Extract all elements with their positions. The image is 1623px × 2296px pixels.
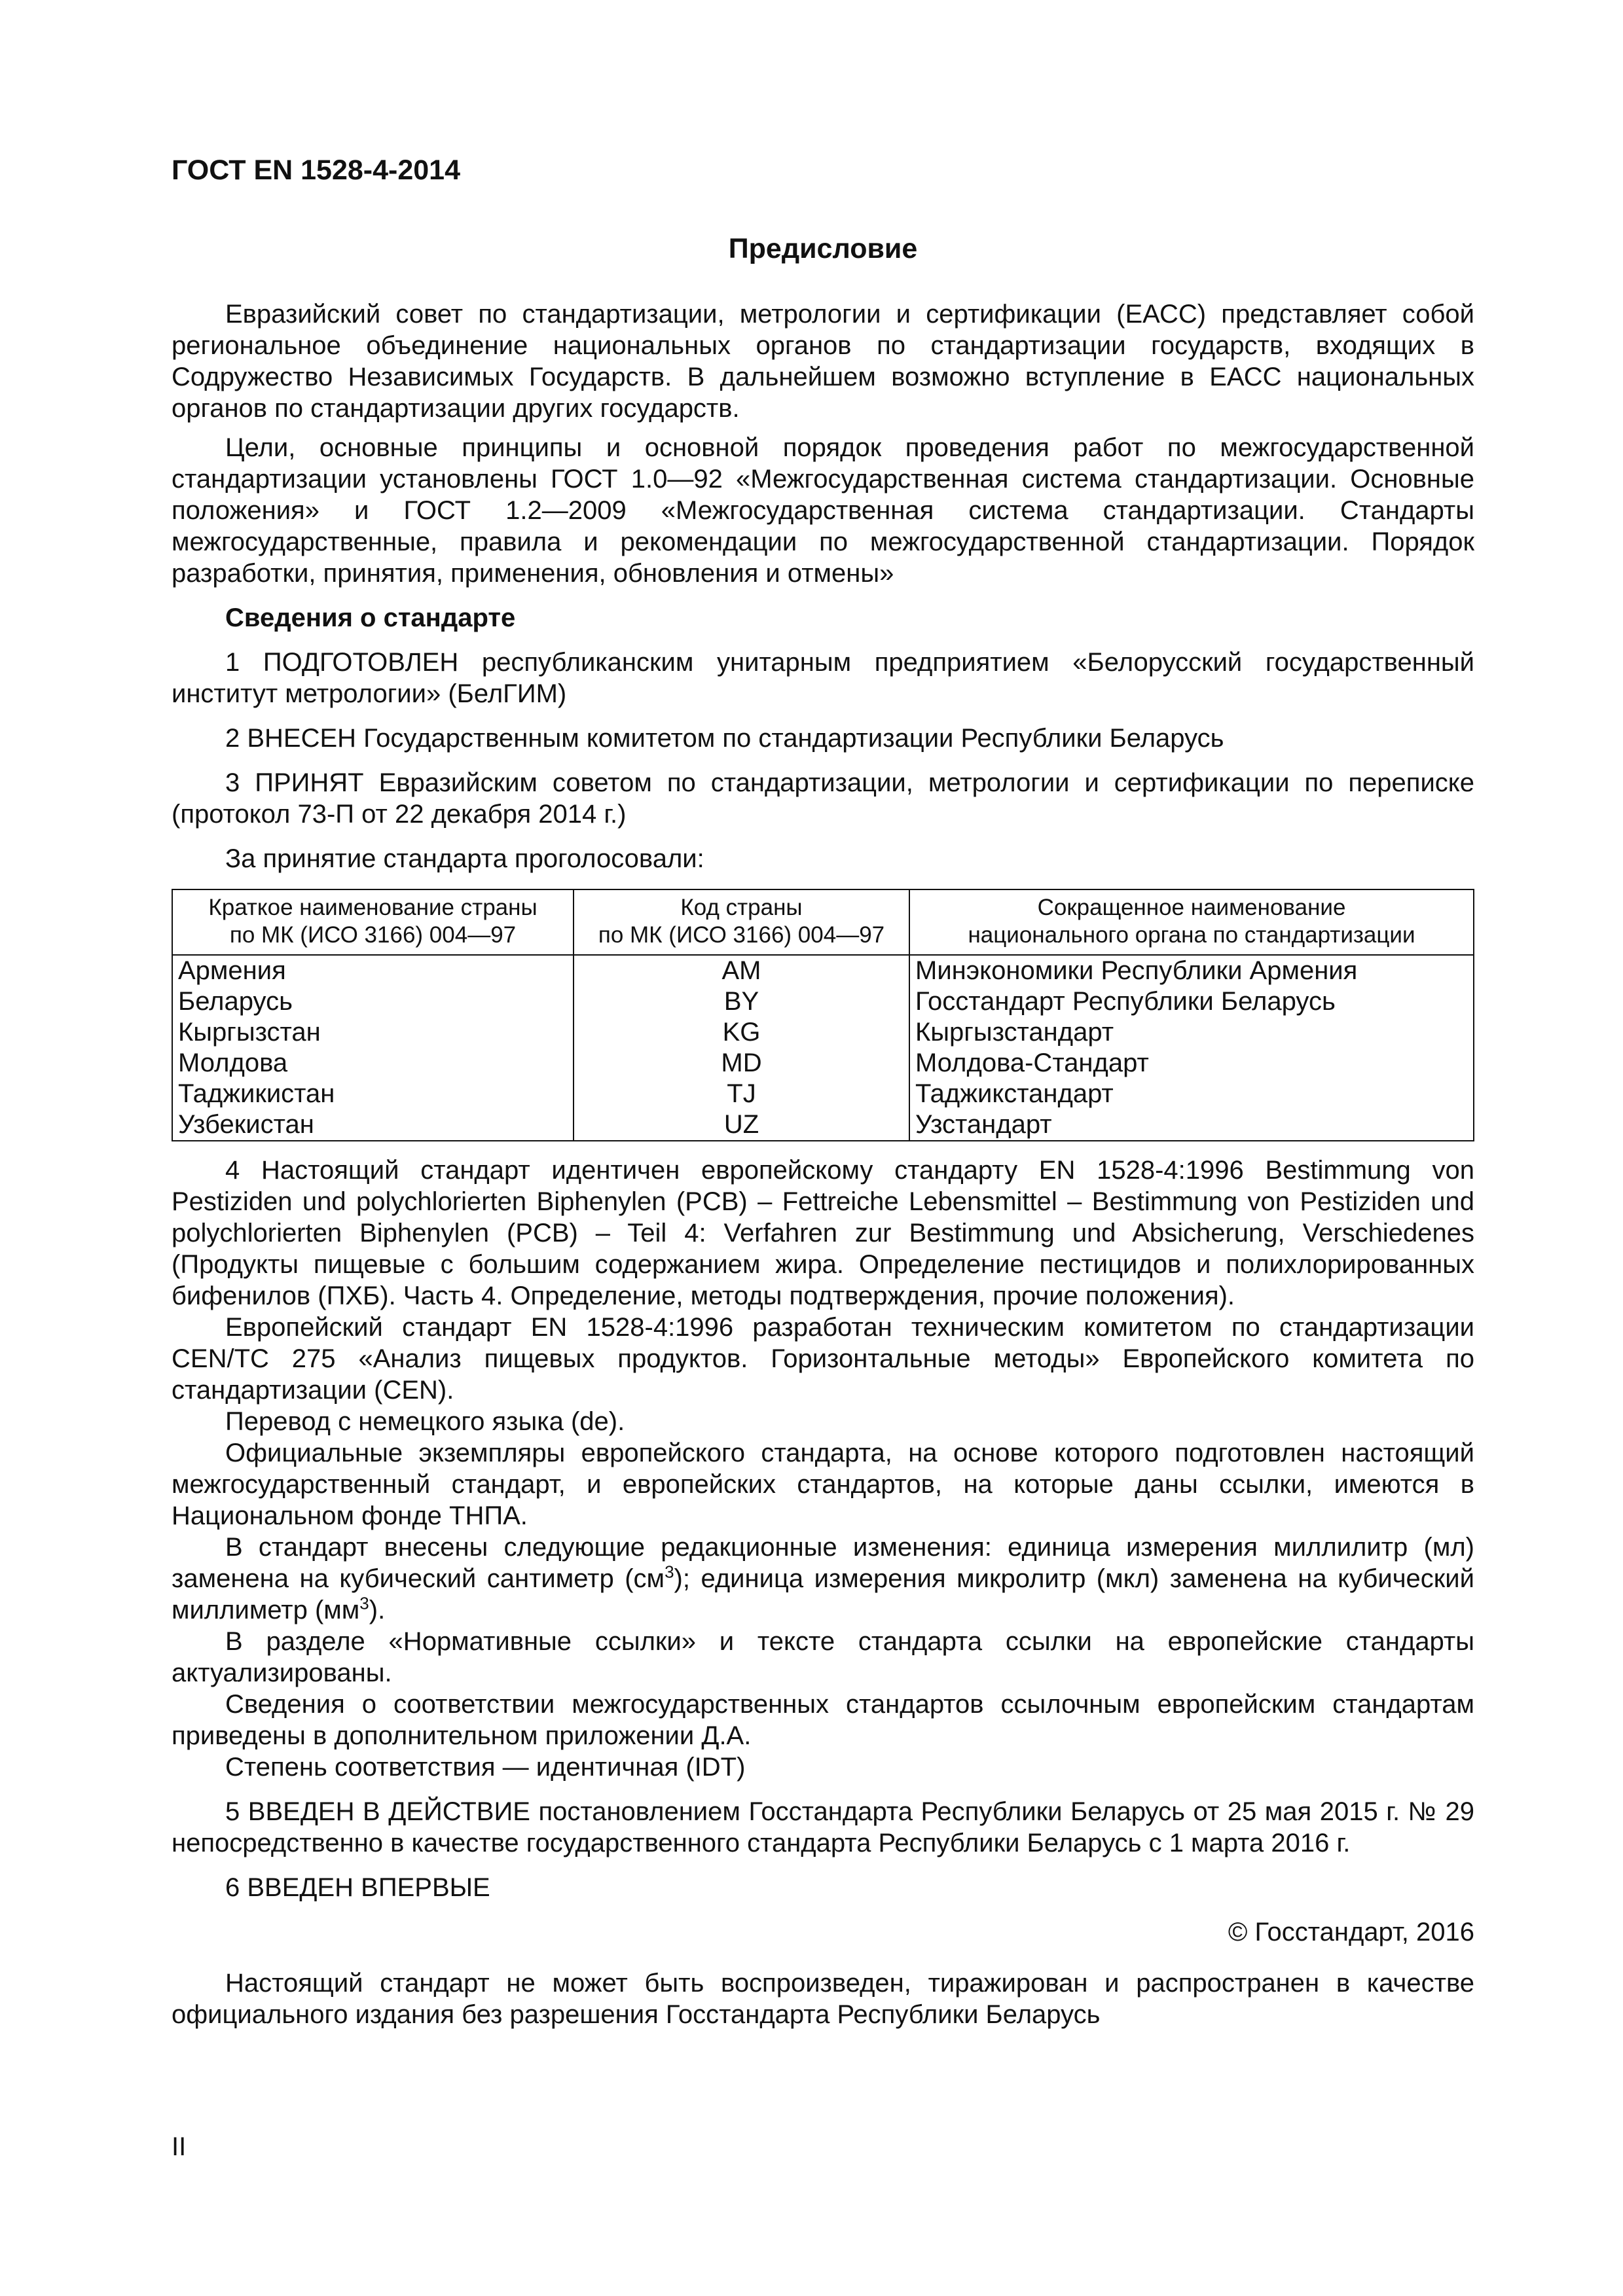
table-row <box>172 1048 1474 1079</box>
item4-p5-text-b: ); единица измерения микролитр (мкл) заменена на кубический миллиметр (мм <box>172 1564 1474 1624</box>
copyright-line: © Госстандарт, 2016 <box>1228 1918 1474 1946</box>
table-row <box>172 1017 1474 1048</box>
reproduction-notice: Настоящий стандарт не может быть воспроизведен, тиражирован и распространен в качестве официального издания без разрешения Госстандарта Республики Беларусь <box>172 1969 1474 2029</box>
national-body-cell: Молдова-Стандарт <box>909 1048 1474 1079</box>
info-item-5: 5 ВВЕДЕН В ДЕЙСТВИЕ постановлением Госстандарта Республики Беларусь от 25 мая 2015 г. № 29 непосредственно в качестве государственного стандарта Республики Беларусь с 1 марта 2016 г. <box>172 1797 1474 1857</box>
table-row <box>172 1109 1474 1141</box>
code-cell: MD <box>574 1048 909 1079</box>
country-cell: Кыргызстан <box>172 1017 574 1048</box>
code-cell: TJ <box>574 1079 909 1109</box>
voting-table <box>172 889 1474 1141</box>
preface-heading: Предисловие <box>728 233 918 264</box>
info-item-2: 2 ВНЕСЕН Государственным комитетом по стандартизации Республики Беларусь <box>225 724 1224 753</box>
national-body-cell: Госстандарт Республики Беларусь <box>909 986 1474 1017</box>
country-cell: Беларусь <box>172 986 574 1017</box>
country-cell: Молдова <box>172 1048 574 1079</box>
code-cell: KG <box>574 1017 909 1048</box>
standard-designation: ГОСТ EN 1528-4-2014 <box>172 154 461 186</box>
superscript-3: 3 <box>665 1562 674 1582</box>
item4-paragraph-1: 4 Настоящий стандарт идентичен европейскому стандарту EN 1528-4:1996 Bestimmung von Pestiziden und polychlorierten Biphenylen (PCB) – Fettreiche Lebensmittel – Bestimmung von Pestiziden und polychlorierten Biphenylen (PCB) – Teil 4: Verfahren zur Bestimmung und Absicherung, Verschiedenes (Продукты пищевые с большим содержанием жира. Определение пестицидов и полихлорированных бифенилов (ПХБ). Часть 4. Определение, методы подтверждения, прочие положения). <box>172 1156 1474 1310</box>
info-item-3: 3 ПРИНЯТ Евразийским советом по стандартизации, метрологии и сертификации по переписке (протокол 73-П от 22 декабря 2014 г.) <box>172 768 1474 829</box>
item4-paragraph-8: Степень соответствия — идентичная (IDT) <box>225 1753 746 1782</box>
vote-intro: За принятие стандарта проголосовали: <box>225 844 704 873</box>
preface-paragraph-1: Евразийский совет по стандартизации, метрологии и сертификации (ЕАСС) представляет собой региональное объединение национальных органов по стандартизации государств, входящих в Содружество Независимых Государств. В дальнейшем возможно вступление в ЕАСС национальных органов по стандартизации других государств. <box>172 300 1474 423</box>
voting-table-header-row <box>172 889 1474 955</box>
item4-paragraph-7: Сведения о соответствии межгосударственных стандартов ссылочным европейским стандартам приведены в дополнительном приложении Д.А. <box>172 1690 1474 1750</box>
national-body-cell: Узстандарт <box>909 1109 1474 1141</box>
superscript-3: 3 <box>359 1593 369 1613</box>
header-code-line2: по МК (ИСО 3166) 004—97 <box>598 922 885 948</box>
item4-p5-text-c: ). <box>369 1596 386 1624</box>
info-item-1: 1 ПОДГОТОВЛЕН республиканским унитарным предприятием «Белорусский государственный институт метрологии» (БелГИМ) <box>172 648 1474 708</box>
country-cell: Таджикистан <box>172 1079 574 1109</box>
item4-paragraph-6: В разделе «Нормативные ссылки» и тексте стандарта ссылки на европейские стандарты актуализированы. <box>172 1627 1474 1687</box>
table-row <box>172 1079 1474 1109</box>
national-body-cell: Таджикстандарт <box>909 1079 1474 1109</box>
country-cell: Армения <box>172 955 574 986</box>
header-code <box>574 889 909 955</box>
header-body-line1: Сокращенное наименование <box>1037 895 1346 920</box>
item4-p5-text-a: В стандарт внесены следующие редакционные изменения: единица измерения миллилитр (мл) заменена на кубический сантиметр (см <box>172 1533 1474 1593</box>
table-row <box>172 955 1474 986</box>
standard-info-heading: Сведения о стандарте <box>225 603 516 632</box>
item4-paragraph-2: Европейский стандарт EN 1528-4:1996 разработан техническим комитетом по стандартизации CEN/TC 275 «Анализ пищевых продуктов. Горизонтальные методы» Европейского комитета по стандартизации (CEN). <box>172 1313 1474 1405</box>
item4-paragraph-5 <box>172 1532 1474 1626</box>
table-row <box>172 986 1474 1017</box>
country-cell: Узбекистан <box>172 1109 574 1141</box>
national-body-cell: Кыргызстандарт <box>909 1017 1474 1048</box>
page-number: II <box>172 2132 187 2161</box>
item4-paragraph-3: Перевод с немецкого языка (de). <box>225 1407 625 1436</box>
header-country-line1: Краткое наименование страны <box>208 895 538 920</box>
document-body <box>172 298 1474 2030</box>
info-item-6: 6 ВВЕДЕН ВПЕРВЫЕ <box>225 1873 490 1902</box>
header-national-body <box>909 889 1474 955</box>
header-country-line2: по МК (ИСО 3166) 004—97 <box>229 922 517 948</box>
national-body-cell: Минэкономики Республики Армения <box>909 955 1474 986</box>
code-cell: UZ <box>574 1109 909 1141</box>
header-body-line2: национального органа по стандартизации <box>968 922 1415 948</box>
code-cell: BY <box>574 986 909 1017</box>
header-country <box>172 889 574 955</box>
code-cell: AM <box>574 955 909 986</box>
item4-paragraph-4: Официальные экземпляры европейского стандарта, на основе которого подготовлен настоящий межгосударственный стандарт, и европейских стандартов, на которые даны ссылки, имеются в Национальном фонде ТНПА. <box>172 1439 1474 1530</box>
preface-paragraph-2: Цели, основные принципы и основной порядок проведения работ по межгосударственной стандартизации установлены ГОСТ 1.0—92 «Межгосударственная система стандартизации. Основные положения» и ГОСТ 1.2—2009 «Межгосударственная система стандартизации. Стандарты межгосударственные, правила и рекомендации по межгосударственной стандартизации. Порядок разработки, принятия, применения, обновления и отмены» <box>172 433 1474 588</box>
header-code-line1: Код страны <box>680 895 803 920</box>
